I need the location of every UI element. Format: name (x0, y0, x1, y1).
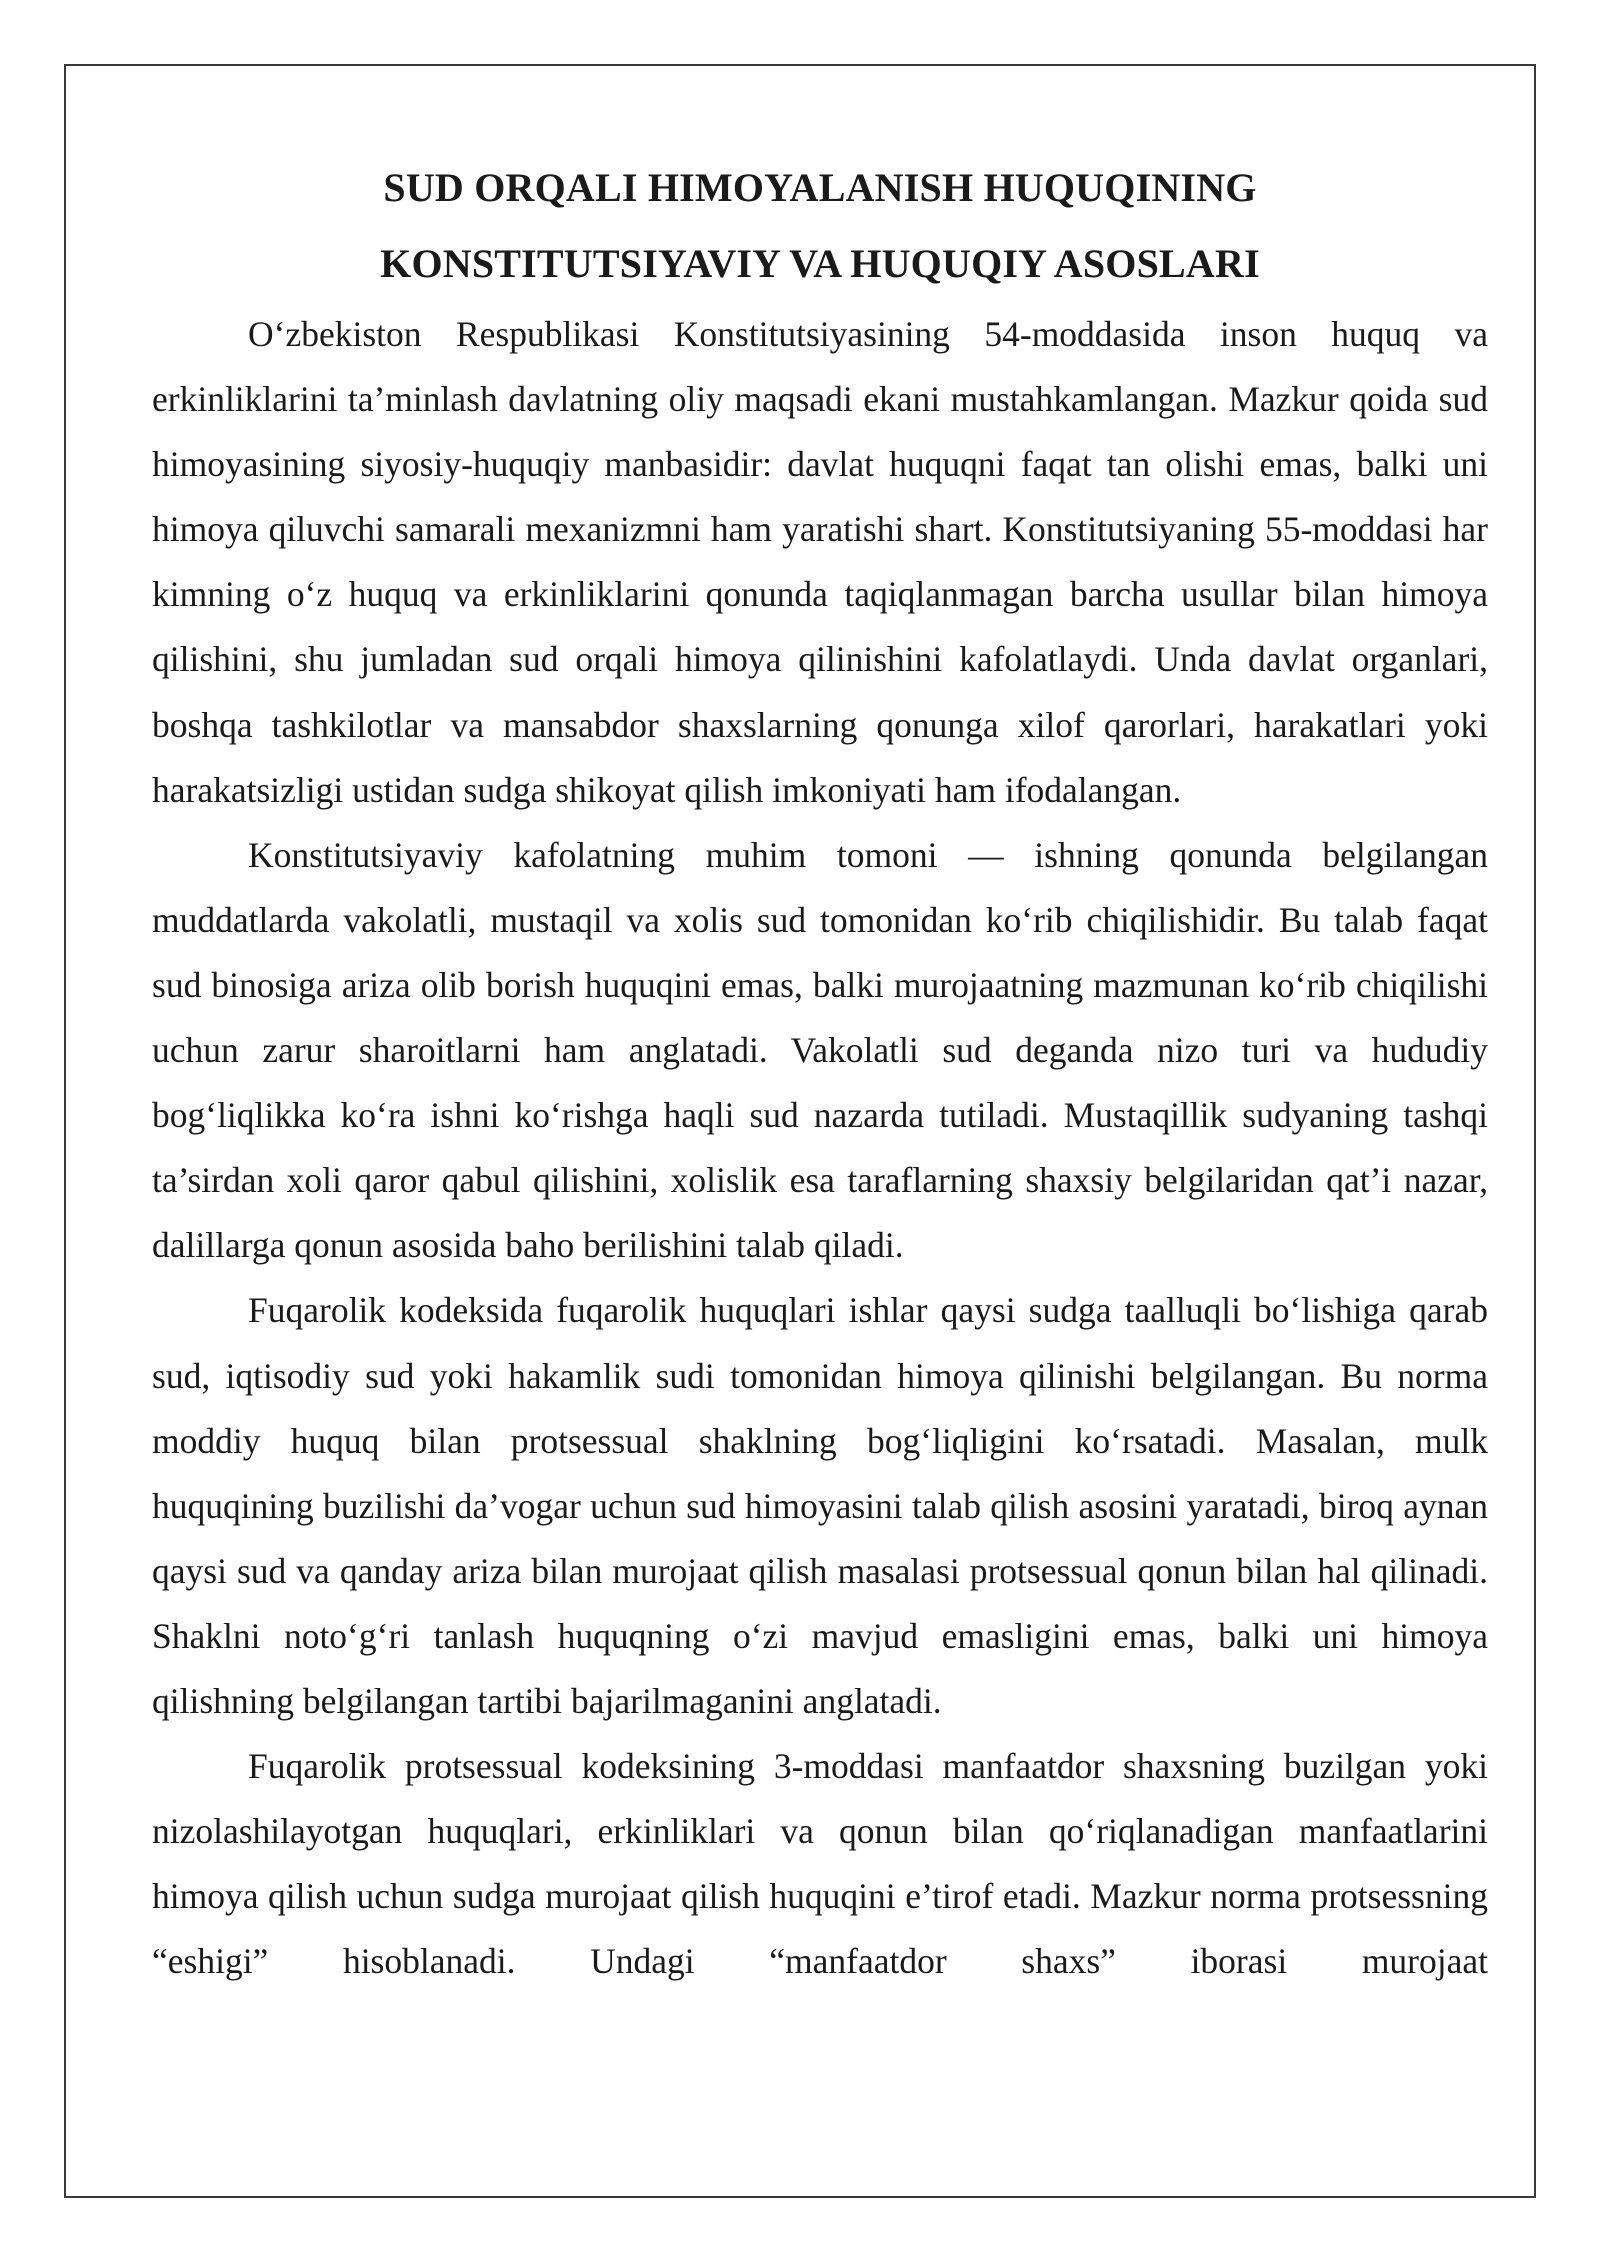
paragraph-2: Konstitutsiyaviy kafolatning muhim tomoni — ishning qonunda belgilangan muddatlarda vakolatli, mustaqil va xolis sud tomonidan ko‘rib chiqilishidir. Bu talab faqat sud binosiga ariza olib borish huquqini emas, balki murojaatning mazmunan ko‘rib chiqilishi uchun zarur sharoitlarni ham anglatadi. Vakolatli sud deganda nizo turi va hududiy bog‘liqlikka ko‘ra ishni ko‘rishga haqli sud nazarda tutiladi. Mustaqillik sudyaning tashqi ta’sirdan xoli qaror qabul qilishini, xolislik esa taraflarning shaxsiy belgilaridan qat’i nazar, dalillarga qonun asosida baho berilishini talab qiladi. (152, 834, 1488, 1266)
document-title (152, 150, 1488, 302)
paragraph-3: Fuqarolik kodeksida fuqarolik huquqlari ishlar qaysi sudga taalluqli bo‘lishiga qarab sud, iqtisodiy sud yoki hakamlik sudi tomonidan himoya qilinishi belgilangan. Bu norma moddiy huquq bilan protsessual shaklning bog‘liqligini ko‘rsatadi. Masalan, mulk huquqining buzilishi da’vogar uchun sud himoyasini talab qilish asosini yaratadi, biroq aynan qaysi sud va qanday ariza bilan murojaat qilish masalasi protsessual qonun bilan hal qilinadi. Shaklni noto‘g‘ri tanlash huquqning o‘zi mavjud emasligini emas, balki uni himoya qilishning belgilangan tartibi bajarilmaganini anglatadi. (152, 1290, 1488, 1721)
title-line-1: SUD ORQALI HIMOYALANISH HUQUQINING (383, 165, 1257, 210)
paragraph-1: O‘zbekiston Respublikasi Konstitutsiyasining 54-moddasida inson huquq va erkinliklarini ta’minlash davlatning oliy maqsadi ekani mustahkamlangan. Mazkur qoida sud himoyasining siyosiy-huquqiy manbasidir: davlat huquqni faqat tan olishi emas, balki uni himoya qiluvchi samarali mexanizmni ham yaratishi shart. Konstitutsiyaning 55-moddasi har kimning o‘z huquq va erkinliklarini qonunda taqiqlanmagan barcha usullar bilan himoya qilishini, shu jumladan sud orqali himoya qilinishini kafolatlaydi. Unda davlat organlari, boshqa tashkilotlar va mansabdor shaxslarning qonunga xilof qarorlari, harakatlari yoki harakatsizligi ustidan sudga shikoyat qilish imkoniyati ham ifodalangan. (152, 314, 1488, 810)
document-body (152, 150, 1488, 1994)
paragraph-4: Fuqarolik protsessual kodeksining 3-moddasi manfaatdor shaxsning buzilgan yoki nizolashilayotgan huquqlari, erkinliklari va qonun bilan qo‘riqlanadigan manfaatlarini himoya qilish uchun sudga murojaat qilish huquqini e’tirof etadi. Mazkur norma protsessning “eshigi” hisoblanadi. Undagi “manfaatdor shaxs” iborasi murojaat (152, 1746, 1488, 1982)
title-line-2: KONSTITUTSIYAVIY VA HUQUQIY ASOSLARI (380, 241, 1260, 286)
